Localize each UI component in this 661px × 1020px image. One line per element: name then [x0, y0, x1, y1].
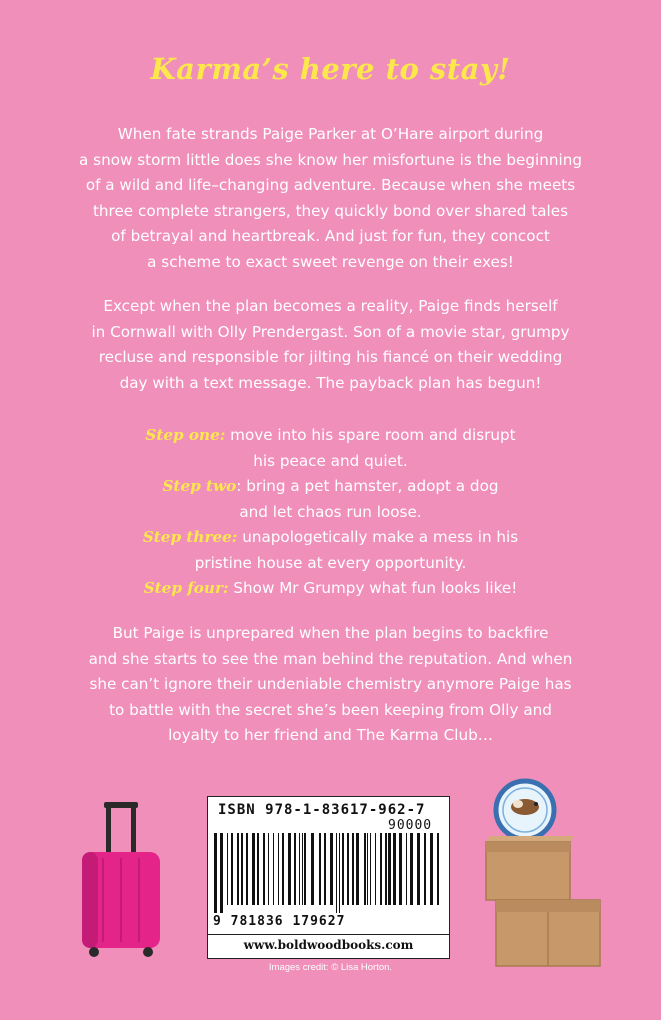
barcode-icon — [214, 833, 442, 913]
isbn-label: ISBN 978-1-83617-962-7 — [218, 802, 426, 818]
steps-list — [0, 423, 661, 602]
text-line: day with a text message. The payback plan has begun! — [119, 373, 542, 392]
text-line: recluse and responsible for jilting his fiancé on their wedding — [98, 348, 563, 366]
blurb-paragraph-3 — [0, 621, 661, 749]
text-line: But Paige is unprepared when the plan begins to backfire — [112, 624, 549, 642]
step-three-line-2: pristine house at every opportunity. — [194, 553, 467, 572]
step-one-line: Step one: move into his spare room and disrupt — [145, 426, 516, 444]
barcode-digits: 9 781836 179627 — [213, 914, 346, 929]
text-line: she can’t ignore their undeniable chemistry anymore Paige has — [89, 675, 572, 693]
step-three-label: Step three — [142, 528, 232, 546]
step-four-line: Step four: Show Mr Grumpy what fun looks like! — [143, 579, 518, 597]
text-line: and she starts to see the man behind the reputation. And when — [88, 649, 573, 668]
step-two-line-2: and let chaos run loose. — [239, 502, 422, 521]
step-four-label: Step four — [143, 579, 223, 597]
suitcase-icon — [76, 800, 166, 960]
step-one-line-2: his peace and quiet. — [253, 451, 408, 470]
text-line: Except when the plan becomes a reality, Paige finds herself — [103, 297, 558, 315]
blurb-paragraph-2 — [0, 294, 661, 396]
text-line: loyalty to her friend and The Karma Club… — [168, 726, 493, 744]
step-three-text: unapologetically make a mess in his — [237, 528, 519, 546]
step-four-text: Show Mr Grumpy what fun looks like! — [228, 579, 518, 597]
boxes-hamster-icon — [478, 770, 608, 970]
text-line: When fate strands Paige Parker at O’Hare airport during — [117, 125, 544, 143]
text-line: a snow storm little does she know her misfortune is the beginning — [79, 150, 582, 169]
step-one-text: move into his spare room and disrupt — [225, 426, 516, 444]
image-credit: Images credit: © Lisa Horton. — [268, 962, 393, 973]
step-one-label: Step one — [145, 426, 220, 444]
text-line: of betrayal and heartbreak. And just for fun, they concoct — [111, 227, 550, 245]
publisher-website: www.boldwoodbooks.com — [208, 934, 449, 952]
blurb-paragraph-1 — [0, 122, 661, 275]
text-line: a scheme to exact sweet revenge on their exes! — [147, 252, 514, 271]
text-line: three complete strangers, they quickly bond over shared tales — [92, 201, 569, 220]
step-two-label: Step two — [162, 477, 237, 495]
price-code: 90000 — [388, 818, 433, 833]
text-line: in Cornwall with Olly Prendergast. Son of a movie star, grumpy — [91, 322, 570, 341]
step-two-text: bring a pet hamster, adopt a dog — [241, 477, 499, 495]
tagline-heading: Karma’s here to stay! — [150, 52, 511, 86]
barcode-panel — [207, 796, 450, 959]
step-three-line: Step three: unapologetically make a mess in his — [142, 528, 519, 546]
text-line: to battle with the secret she’s been keeping from Olly and — [109, 700, 552, 719]
text-line: of a wild and life–changing adventure. Because when she meets — [85, 176, 576, 194]
step-two-line: Step two: bring a pet hamster, adopt a dog — [162, 477, 499, 495]
